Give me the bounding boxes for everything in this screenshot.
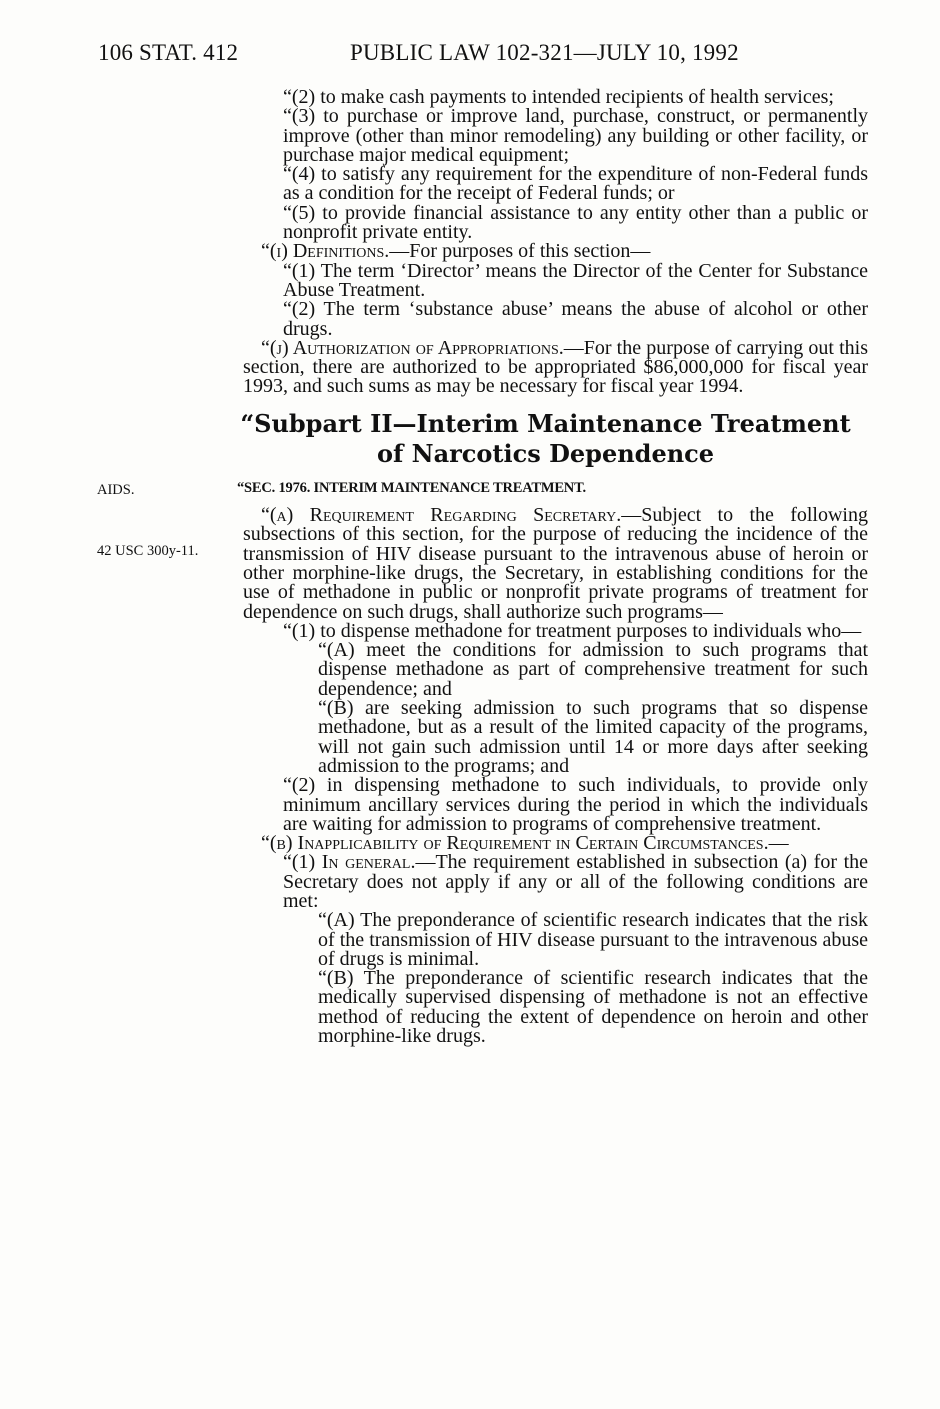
subpart-title: “Subpart II—Interim Maintenance Treatment of Narcotics Dependence bbox=[240, 408, 851, 468]
paragraph-a1B: “(B) are seeking admission to such programs that so dispense methadone, but as a result of the limited capacity of the programs, will not gain such admission until 14 or more days after seeking admission to the programs; and bbox=[318, 697, 868, 777]
definitions-paragraph bbox=[243, 242, 868, 261]
section-heading: “SEC. 1976. INTERIM MAINTENANCE TREATMENT. bbox=[237, 479, 586, 496]
paragraph-b1 bbox=[283, 853, 868, 911]
paragraph-item-2: “(2) to make cash payments to intended recipients of health services; bbox=[283, 86, 834, 108]
page-header bbox=[0, 40, 940, 74]
paragraph-a1: “(1) to dispense methadone for treatment purposes to individuals who— bbox=[283, 619, 862, 642]
paragraph-item-5: “(5) to provide financial assistance to any entity other than a public or nonprofit private entity. bbox=[283, 201, 868, 244]
paragraph-b1-label: “(1) In general. bbox=[283, 851, 416, 874]
page-title: PUBLIC LAW 102-321—JULY 10, 1992 bbox=[350, 40, 739, 65]
subsection-a-text: —Subject to the following subsections of this section, for the purpose of reducing the incidence of the transmission of HIV disease pursuant to the intravenous abuse of heroin or other morphine-like drugs, the Secretary, in establishing conditions for the use of methadone in public or nonprofit private programs of treatment for dependence on such drugs, shall authorize such programs— bbox=[243, 504, 868, 623]
margin-note-usc: 42 USC 300y-11. bbox=[97, 543, 199, 559]
paragraph-a2: “(2) in dispensing methadone to such individuals, to provide only minimum ancillary services during the period in which the individuals are waiting for admission to programs of comprehensive treatment. bbox=[283, 774, 868, 835]
definition-2: “(2) The term ‘substance abuse’ means the abuse of alcohol or other drugs. bbox=[283, 298, 868, 340]
paragraph-b1-text: —The requirement established in subsection (a) for the Secretary does not apply if any or all of the following conditions are met: bbox=[283, 851, 868, 912]
subsection-b-label: “(b) Inapplicability of Requirement in Certain Circumstances. bbox=[261, 832, 769, 855]
subsection-a-label: “(a) Requirement Regarding Secretary. bbox=[261, 504, 622, 527]
subsection-a bbox=[243, 506, 868, 622]
page-number: 106 STAT. 412 bbox=[98, 40, 239, 65]
authorization-text: —For the purpose of carrying out this section, there are authorized to be appropriated $86,000,000 for fiscal year 1993, and such sums as may be necessary for fiscal year 1994. bbox=[243, 336, 868, 398]
paragraph-item-4: “(4) to satisfy any requirement for the expenditure of non-Federal funds as a condition for the receipt of Federal funds; or bbox=[283, 163, 868, 205]
authorization-paragraph bbox=[243, 336, 868, 398]
subsection-b-text: — bbox=[768, 832, 789, 855]
definitions-text: —For purposes of this section— bbox=[389, 240, 651, 263]
document-body bbox=[237, 86, 868, 1048]
paragraph-a1A: “(A) meet the conditions for admission to such programs that dispense methadone as part of comprehensive treatment for such dependence; and bbox=[318, 639, 868, 700]
paragraph-b1A: “(A) The preponderance of scientific research indicates that the risk of the transmission of HIV disease pursuant to the intravenous abuse of drugs is minimal. bbox=[318, 909, 868, 970]
authorization-label: “(j) Authorization of Appropriations. bbox=[261, 336, 564, 359]
paragraph-item-3: “(3) to purchase or improve land, purchase, construct, or permanently improve (other than minor remodeling) any building or other facility, or purchase major medical equipment; bbox=[283, 105, 868, 166]
definitions-label: “(i) Definitions. bbox=[261, 240, 390, 263]
paragraph-b1B: “(B) The preponderance of scientific research indicates that the medically supervised dispensing of methadone is not an effective method of reducing the extent of dependence on heroin and other morphine-like drugs. bbox=[318, 967, 868, 1048]
margin-note-aids: AIDS. bbox=[97, 482, 135, 498]
definition-1: “(1) The term ‘Director’ means the Director of the Center for Substance Abuse Treatment. bbox=[283, 259, 868, 301]
